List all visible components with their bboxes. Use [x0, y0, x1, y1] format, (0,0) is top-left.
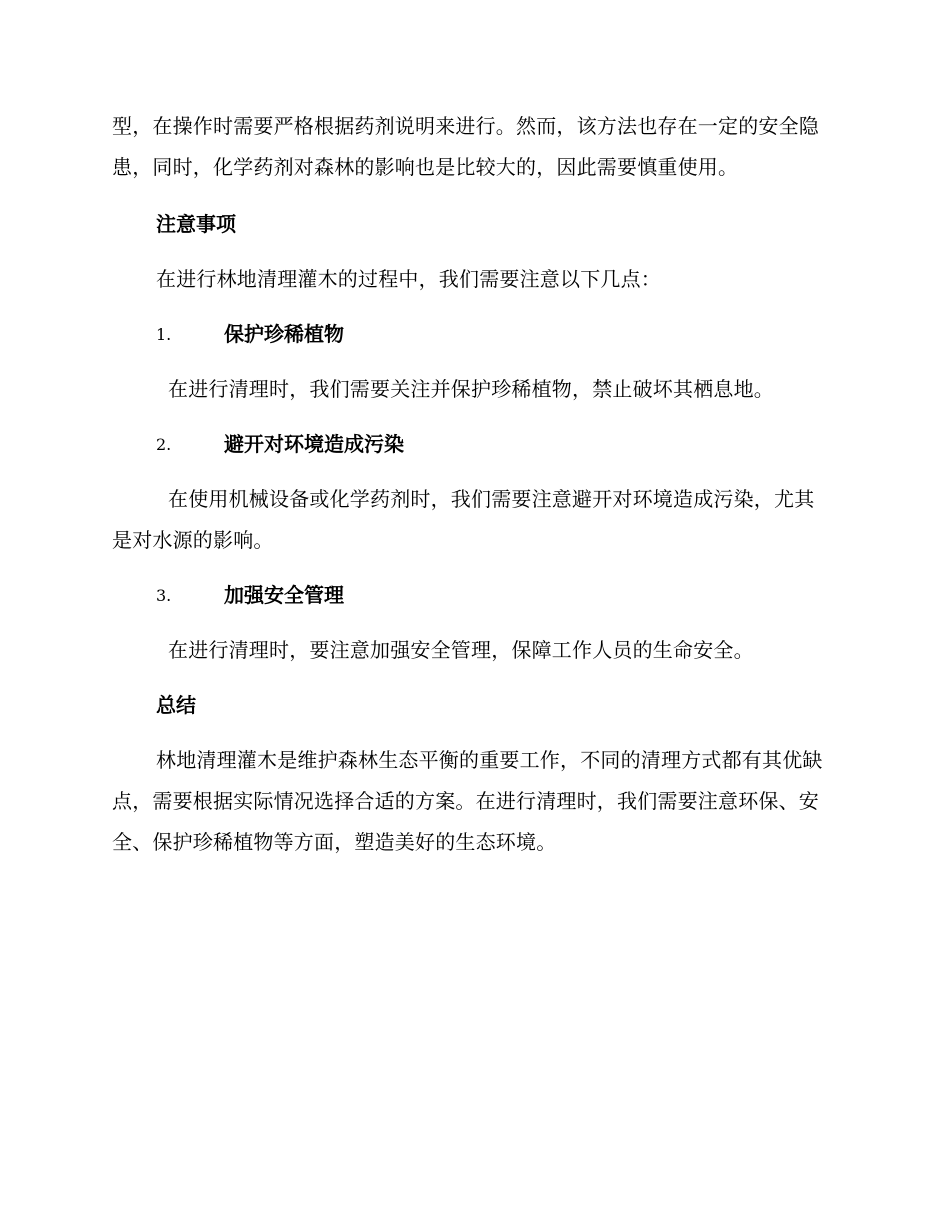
- list-body-2: 在使用机械设备或化学药剂时，我们需要注意避开对环境造成污染，尤其是对水源的影响。: [112, 487, 815, 552]
- list-number: 2.: [156, 435, 172, 454]
- list-body-3: 在进行清理时，要注意加强安全管理，保障工作人员的生命安全。: [168, 638, 754, 662]
- list-number: 1.: [156, 325, 172, 344]
- summary-heading: 总结: [156, 693, 196, 717]
- list-number: 3.: [156, 586, 172, 605]
- notes-intro: 在进行林地清理灌木的过程中，我们需要注意以下几点：: [156, 267, 661, 291]
- list-title: 避开对环境造成污染: [224, 432, 404, 456]
- list-item-3: [156, 581, 756, 609]
- list-body-1: 在进行清理时，我们需要关注并保护珍稀植物，禁止破坏其栖息地。: [168, 377, 774, 401]
- list-item-1: [156, 320, 756, 348]
- intro-paragraph: 型，在操作时需要严格根据药剂说明来进行。然而，该方法也存在一定的安全隐患，同时，化学药剂对森林的影响也是比较大的，因此需要慎重使用。: [112, 114, 819, 179]
- list-item-2: [156, 430, 756, 458]
- list-title: 保护珍稀植物: [224, 322, 344, 346]
- summary-paragraph: 林地清理灌木是维护森林生态平衡的重要工作，不同的清理方式都有其优缺点，需要根据实际情况选择合适的方案。在进行清理时，我们需要注意环保、安全、保护珍稀植物等方面，塑造美好的生态环境。: [112, 748, 823, 854]
- list-title: 加强安全管理: [224, 583, 344, 607]
- notes-heading: 注意事项: [156, 212, 236, 236]
